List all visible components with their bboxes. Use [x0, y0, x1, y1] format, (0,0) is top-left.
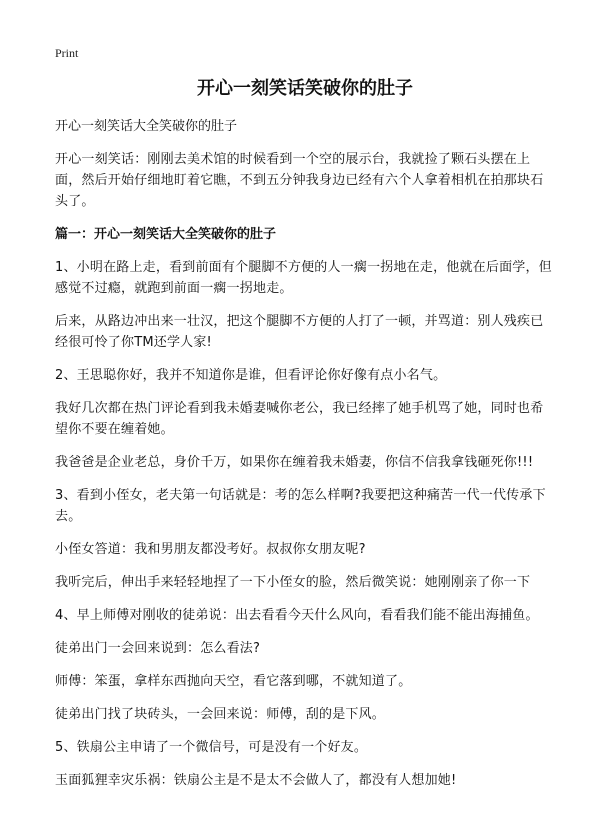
paragraph: 4、早上师傅对刚收的徒弟说：出去看看今天什么风向，看看我们能不能出海捕鱼。 [55, 608, 539, 623]
paragraph: 我听完后，伸出手来轻轻地捏了一下小侄女的脸，然后微笑说：她刚刚亲了你一下 [55, 575, 531, 590]
paragraph: 徒弟出门找了块砖头，一会回来说：师傅，刮的是下风。 [55, 707, 386, 722]
print-link[interactable]: Print [55, 46, 79, 60]
paragraph: 玉面狐狸幸灾乐祸：铁扇公主是不是太不会做人了，都没有人想加她! [55, 773, 457, 788]
paragraph: 我爸爸是企业老总，身价千万，如果你在缠着我未婚妻，你信不信我拿钱砸死你!!! [55, 455, 534, 470]
paragraph: 2、王思聪你好，我并不知道你是谁，但看评论你好像有点小名气。 [55, 368, 447, 383]
paragraph: 后来，从路边冲出来一壮汉，把这个腿脚不方便的人打了一顿，并骂道：别人残疾已经很可怜了你TM还学人家! [55, 314, 544, 350]
paragraph: 5、铁扇公主申请了一个微信号，可是没有一个好友。 [55, 740, 368, 755]
intro-paragraph: 开心一刻笑话：刚刚去美术馆的时候看到一个空的展示台，我就捡了颗石头摆在上面，然后开始仔细地盯着它瞧，不到五分钟我身边已经有六个人拿着相机在拍那块石头了。 [55, 152, 544, 209]
paragraph: 3、看到小侄女，老夫第一句话就是：考的怎么样啊?我要把这种痛苦一代一代传承下去。 [55, 488, 546, 524]
paragraph: 徒弟出门一会回来说到：怎么看法? [55, 641, 261, 656]
paragraph: 1、小明在路上走，看到前面有个腿脚不方便的人一瘸一拐地在走，他就在后面学，但感觉不过瘾，就跑到前面一瘸一拐地走。 [55, 260, 552, 296]
section-heading: 篇一：开心一刻笑话大全笑破你的肚子 [55, 227, 277, 242]
paragraph: 师傅：笨蛋，拿样东西抛向天空，看它落到哪，不就知道了。 [55, 674, 412, 689]
page-title: 开心一刻笑话笑破你的肚子 [197, 78, 413, 99]
document-subtitle: 开心一刻笑话大全笑破你的肚子 [55, 119, 238, 134]
paragraph: 小侄女答道：我和男朋友都没考好。叔叔你女朋友呢? [55, 542, 366, 557]
paragraph: 我好几次都在热门评论看到我未婚妻喊你老公，我已经摔了她手机骂了她，同时也希望你不要在缠着她。 [55, 401, 544, 437]
document-body [55, 76, 555, 803]
